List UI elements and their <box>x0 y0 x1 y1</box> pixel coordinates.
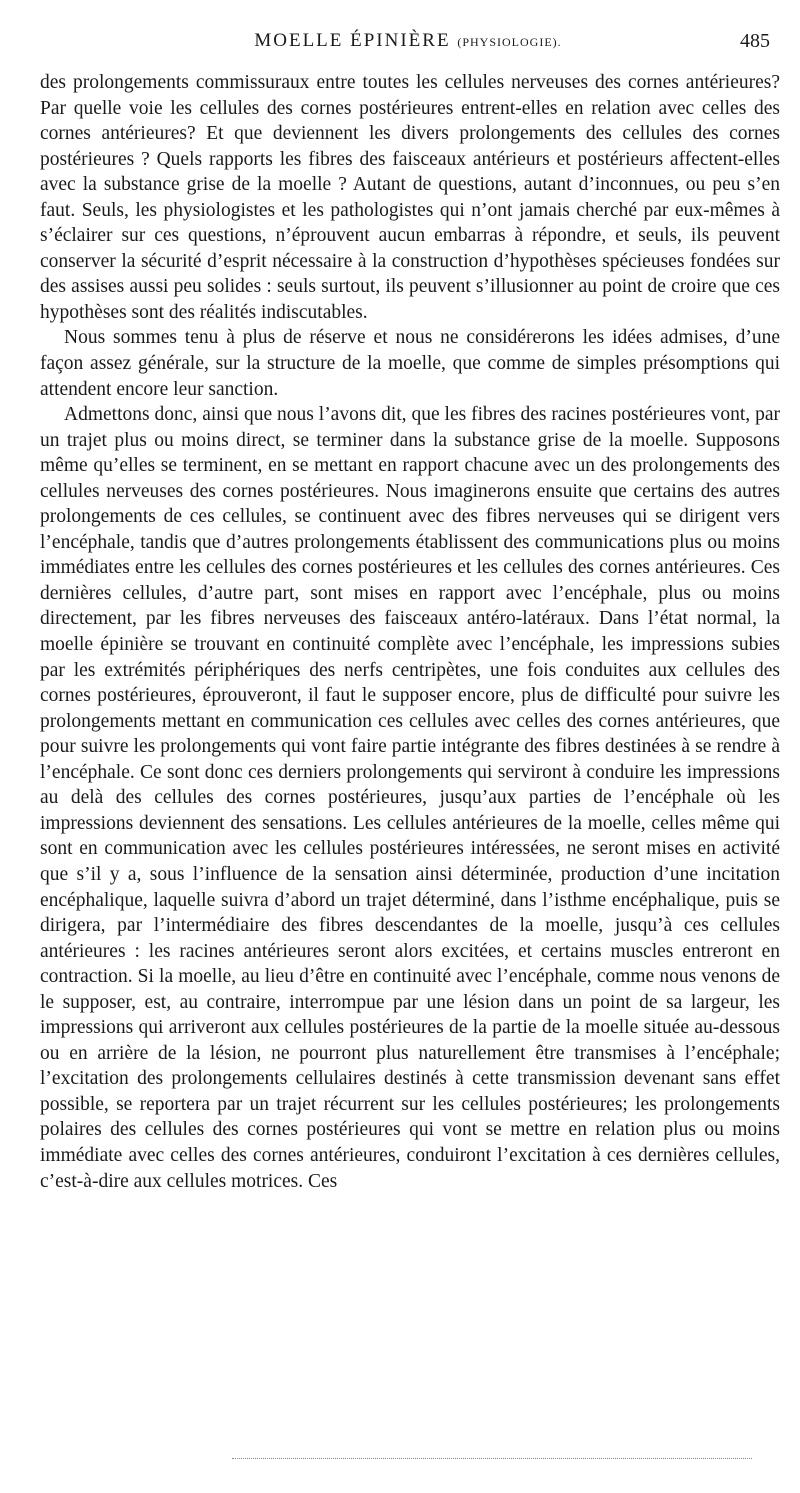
body-text <box>40 70 780 1194</box>
paragraph: Nous sommes tenu à plus de réserve et nous ne considérerons les idées admises, d’une façon assez générale, sur la structure de la moelle, que comme de simples présomptions qui attendent encore leur sanction. <box>40 327 780 400</box>
running-title <box>40 30 776 52</box>
running-head <box>40 30 776 60</box>
paragraph: Admettons donc, ainsi que nous l’avons dit, que les fibres des racines postérieures vont, par un trajet plus ou moins direct, se terminer dans la substance grise de la moelle. Supposons même qu’elles se terminent, en se mettant en rapport chacune avec un des prolongements des cellules nerveuses des cornes postérieures. Nous imaginerons ensuite que certains des autres prolongements de ces cellules, se continuent avec des fibres nerveuses qui se dirigent vers l’encéphale, tandis que d’autres prolongements établissent des communications plus ou moins immédiates entre les cellules des cornes postérieures et les cellules des cornes antérieures. Ces dernières cellules, d’autre part, sont mises en rapport avec l’encéphale, plus ou moins directement, par les fibres nerveuses des faisceaux antéro-latéraux. Dans l’état normal, la moelle épinière se trouvant en continuité complète avec l’encéphale, les impressions subies par les extrémités périphériques des nerfs centripètes, une fois conduites aux cellules des cornes postérieures, éprouveront, il faut le supposer encore, plus de difficulté pour suivre les prolongements mettant en communication ces cellules avec celles des cornes antérieures, que pour suivre les prolongements qui vont faire partie intégrante des fibres destinées à se rendre à l’encéphale. Ce sont donc ces derniers prolongements qui serviront à conduire les impressions au delà des cellules des cornes postérieures, jusqu’aux parties de l’encéphale où les impressions deviennent des sensations. Les cellules antérieures de la moelle, celles même qui sont en communication avec les cellules postérieures intéressées, ne seront mises en activité que s’il y a, sous l’influence de la sensation ainsi déterminée, production d’une incitation encéphalique, laquelle suivra d’abord un trajet déterminé, dans l’isthme encéphalique, puis se dirigera, par l’intermédiaire des fibres descendantes de la moelle, jusqu’à ces cellules antérieures : les racines antérieures seront alors excitées, et certains muscles entreront en contraction. Si la moelle, au lieu d’être en continuité avec l’encéphale, comme nous venons de le supposer, est, au contraire, interrompue par une lésion dans un point de sa largeur, les impressions qui arriveront aux cellules postérieures de la partie de la moelle située au-dessous ou en arrière de la lésion, ne pourront plus naturellement être transmises à l’encéphale; l’excitation des prolongements cellulaires destinés à cette transmission devenant sans effet possible, se reportera par un trajet récurrent sur les cellules postérieures; les prolongements polaires des cellules des cornes postérieures qui vont se mettre en relation plus ou moins immédiate avec celles des cornes antérieures, conduiront l’excitation à ces dernières cellules, c’est-à-dire aux cellules motrices. Ces <box>40 404 780 1192</box>
footer-dotted-rule <box>232 1458 752 1459</box>
page-number: 485 <box>740 30 770 52</box>
running-title-main: MOELLE ÉPINIÈRE <box>254 30 451 51</box>
paragraph: des prolongements commissuraux entre toutes les cellules nerveuses des cornes antérieures? Par quelle voie les cellules des cornes postérieures entrent-elles en relation avec celles des cornes antérieures? Et que deviennent les divers prolongements des cellules des cornes postérieures ? Quels rapports les fibres des faisceaux antérieurs et postérieurs affectent-elles avec la substance grise de la moelle ? Autant de questions, autant d’inconnues, ou peu s’en faut. Seuls, les physiologistes et les pathologistes qui n’ont jamais cherché par eux-mêmes à s’éclairer sur ces questions, n’éprouvent aucun embarras à répondre, et seuls, ils peuvent conserver la sécurité d’esprit nécessaire à la construction d’hypothèses spécieuses fondées sur des assises aussi peu solides : seuls surtout, ils peuvent s’illusionner au point de croire que ces hypothèses sont des réalités indiscutables. <box>40 72 780 323</box>
running-title-subtitle: (PHYSIOLOGIE). <box>457 35 562 49</box>
